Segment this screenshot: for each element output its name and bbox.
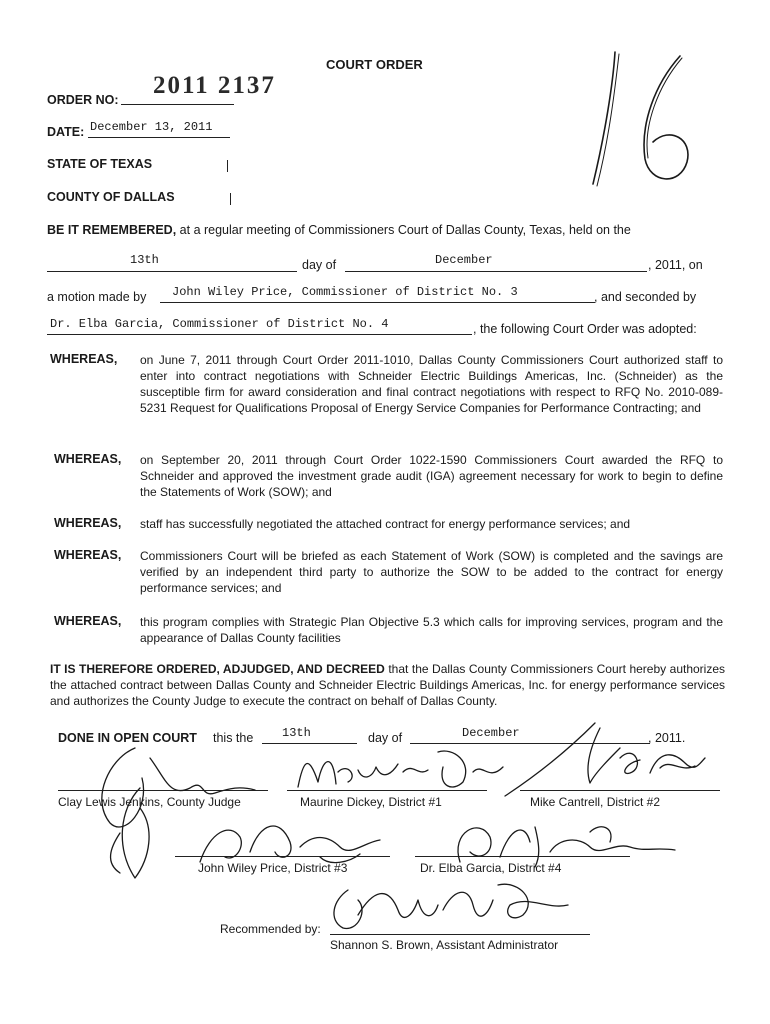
whereas-label-5: WHEREAS, <box>54 614 122 628</box>
whereas-label-4: WHEREAS, <box>54 548 122 562</box>
ordered-paragraph <box>50 661 725 709</box>
whereas-text-4: Commissioners Court will be briefed as each Statement of Work (SOW) is completed and the savings are verified by an independent third party to authorize the SOW to be added to the contract for energy performance services; and <box>140 549 723 595</box>
handwritten-agenda-number <box>585 44 705 194</box>
document-title: COURT ORDER <box>326 57 423 72</box>
meeting-day-value: 13th <box>130 253 159 267</box>
seconded-text: , and seconded by <box>594 290 697 304</box>
motion-by-value: John Wiley Price, Commissioner of District No. 3 <box>172 285 518 299</box>
whereas-label-1: WHEREAS, <box>50 352 118 366</box>
district2-signature <box>500 718 710 798</box>
done-year-text: , 2011. <box>648 731 686 745</box>
order-number-value: 2011 2137 <box>153 72 276 99</box>
whereas-text-1: on June 7, 2011 through Court Order 2011-1010, Dallas County Commissioners Court authorized staff to enter into contract negotiations with Schneider Electric Buildings Americas, Inc. (Schneider) as the susceptible firm for award consideration and final contract negotiations with respect to RFQ No. 2010-089-5231 Request for Qualifications Proposal of Energy Service Companies for Performance Contracting; and <box>140 353 723 415</box>
motion-by-text: a motion made by <box>47 290 147 304</box>
recommended-signature <box>318 870 578 940</box>
intro-text: at a regular meeting of Commissioners Court of Dallas County, Texas, held on the <box>179 223 631 237</box>
whereas-text-5: this program complies with Strategic Plan Objective 5.3 which calls for improving services, program and the appearance of Dallas County facilities <box>140 615 723 645</box>
recommended-by-label: Recommended by: <box>220 922 321 936</box>
motion-by-line <box>160 302 595 303</box>
adopted-text: , the following Court Order was adopted: <box>473 322 697 336</box>
district1-name: Maurine Dickey, District #1 <box>300 795 442 809</box>
district3-name: John Wiley Price, District #3 <box>198 861 348 875</box>
be-it-remembered: BE IT REMEMBERED, <box>47 223 177 237</box>
whereas-label-3: WHEREAS, <box>54 516 122 530</box>
done-in-open-court: DONE IN OPEN COURT <box>58 731 197 745</box>
judge-name: Clay Lewis Jenkins, County Judge <box>58 795 241 809</box>
date-label: DATE: <box>47 125 85 139</box>
whereas-label-2: WHEREAS, <box>54 452 122 466</box>
whereas-text-2: on September 20, 2011 through Court Order 1022-1590 Commissioners Court awarded the RFQ to Schneider and approved the investment grade audit (IGA) agreement necessary for work to begin to define the Statements of Work (SOW); and <box>140 453 723 499</box>
district4-name: Dr. Elba Garcia, District #4 <box>420 861 562 875</box>
order-number-line <box>121 104 234 105</box>
county-divider <box>230 193 231 205</box>
state-label: STATE OF TEXAS <box>47 157 153 171</box>
district2-name: Mike Cantrell, District #2 <box>530 795 661 809</box>
whereas-text-3: staff has successfully negotiated the attached contract for energy performance services; and <box>140 517 631 531</box>
district4-signature <box>440 812 680 872</box>
done-day-of: day of <box>368 731 403 745</box>
meeting-day-line <box>47 271 297 272</box>
county-label: COUNTY OF DALLAS <box>47 190 175 204</box>
done-day-value: 13th <box>282 726 311 740</box>
meeting-month-value: December <box>435 253 493 267</box>
intro-line-1 <box>47 223 631 237</box>
done-this-the: this the <box>213 731 254 745</box>
date-value: December 13, 2011 <box>90 120 213 134</box>
ordered-text: that the Dallas County Commissioners Court hereby authorizes the attached contract between Dallas County and Schneider Electric Buildings Americas, Inc. for energy performance services and authorizes the County Judge to execute the contract on behalf of Dallas County. <box>50 662 726 708</box>
date-line <box>88 137 230 138</box>
recommended-name: Shannon S. Brown, Assistant Administrator <box>330 938 559 952</box>
seconded-by-value: Dr. Elba Garcia, Commissioner of District No. 4 <box>50 317 389 331</box>
meeting-year-text: , 2011, on <box>648 258 703 272</box>
state-divider <box>227 160 228 172</box>
order-number-label: ORDER NO: <box>47 93 119 107</box>
meeting-day-of-text: day of <box>302 258 337 272</box>
ordered-bold: IT IS THEREFORE ORDERED, ADJUDGED, AND DECREED <box>50 662 385 676</box>
district1-signature <box>288 742 518 802</box>
seconded-by-line <box>47 334 472 335</box>
meeting-month-line <box>345 271 647 272</box>
done-month-value: December <box>462 726 520 740</box>
